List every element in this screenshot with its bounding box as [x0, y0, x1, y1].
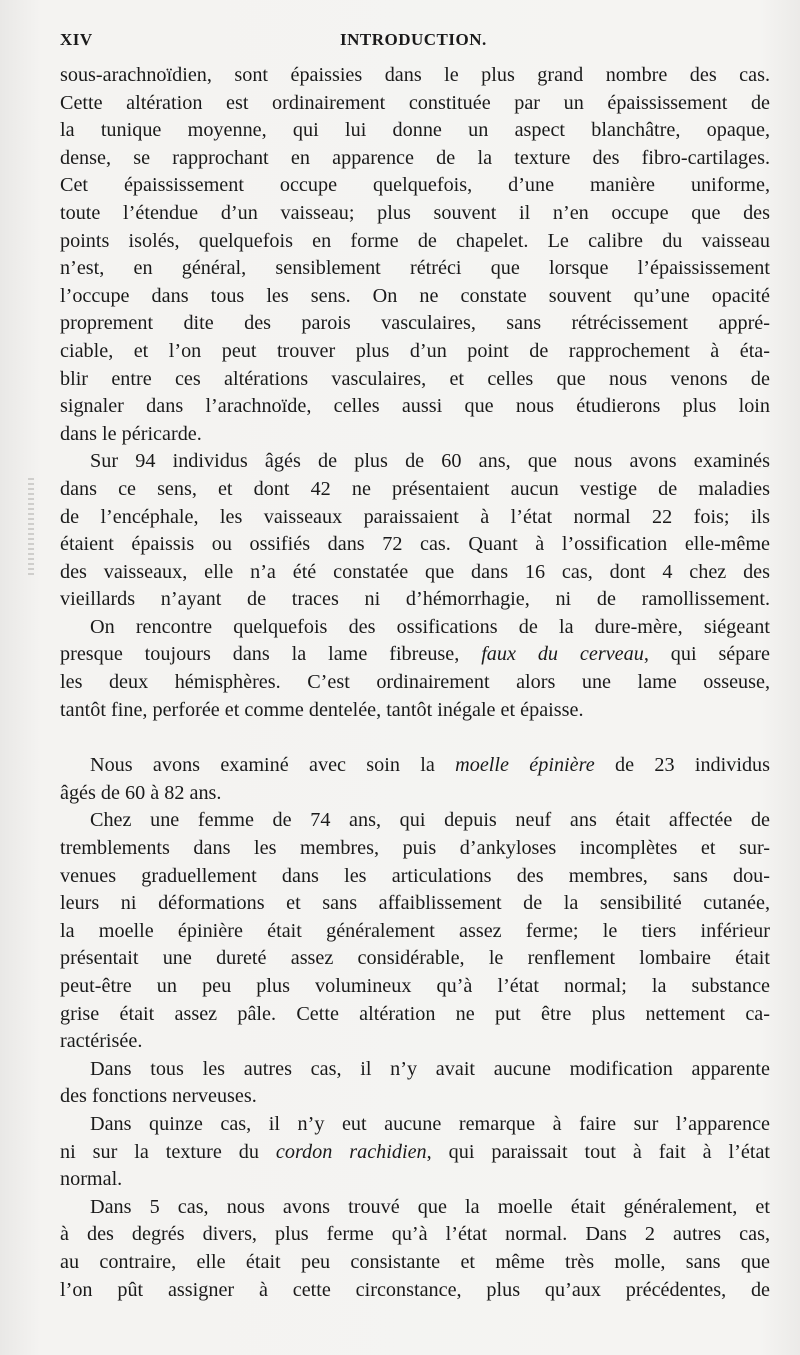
italic-phrase: moelle épinière	[455, 754, 595, 777]
text-line-with-italic: ni sur la texture du cordon rachidien, qui paraissait tout à fait à l’état	[60, 1140, 771, 1163]
italic-phrase: faux du cerveau	[481, 643, 644, 666]
paragraph	[60, 614, 770, 724]
paragraph	[60, 448, 770, 614]
margin-stain	[28, 478, 34, 578]
text-line: normal.	[60, 1168, 123, 1191]
text-line-with-italic: Nous avons examiné avec soin la moelle épinière de 23 individus	[90, 754, 770, 777]
paragraph	[60, 1056, 770, 1111]
text-line: tremblements dans les membres, puis d’ankyloses incomplètes et sur-	[60, 837, 770, 860]
text-line: Cette altération est ordinairement constituée par un épaississement de	[60, 91, 770, 114]
text-line: tantôt fine, perforée et comme dentelée, tantôt inégale et épaisse.	[60, 698, 584, 721]
text-line: Dans quinze cas, il n’y eut aucune remarque à faire sur l’apparence	[90, 1112, 770, 1135]
text-line: vieillards n’ayant de traces ni d’hémorrhagie, ni de ramollissement.	[60, 588, 770, 611]
text-line: Dans 5 cas, nous avons trouvé que la moelle était généralement, et	[90, 1195, 770, 1218]
text-line: ractérisée.	[60, 1030, 143, 1053]
text-line: ciable, et l’on peut trouver plus d’un point de rapprochement à éta-	[60, 339, 770, 362]
text-line: au contraire, elle était peu consistante et même très molle, sans que	[60, 1250, 770, 1273]
text-line: à des degrés divers, plus ferme qu’à l’état normal. Dans 2 autres cas,	[60, 1223, 770, 1246]
text-line: signaler dans l’arachnoïde, celles aussi que nous étudierons plus loin	[60, 395, 770, 418]
text-line: peut-être un peu plus volumineux qu’à l’état normal; la substance	[60, 975, 770, 997]
text-line: toute l’étendue d’un vaisseau; plus souvent il n’en occupe que des	[60, 201, 770, 224]
text-line: n’est, en général, sensiblement rétréci que lorsque l’épaississement	[60, 257, 770, 280]
text-line: Dans tous les autres cas, il n’y avait aucune modification apparente	[90, 1057, 770, 1080]
text-line: âgés de 60 à 82 ans.	[60, 781, 222, 804]
text-line: la tunique moyenne, qui lui donne un aspect blanchâtre, opaque,	[60, 119, 770, 142]
text-line: les deux hémisphères. C’est ordinairement alors une lame osseuse,	[60, 671, 770, 694]
text-line: On rencontre quelquefois des ossifications de la dure-mère, siégeant	[90, 615, 770, 638]
section-gap	[60, 724, 770, 752]
text-line: l’occupe dans tous les sens. On ne constate souvent qu’une opacité	[60, 284, 770, 307]
text-line: des fonctions nerveuses.	[60, 1085, 257, 1108]
text-line: dans ce sens, et dont 42 ne présentaient aucun vestige de maladies	[60, 477, 770, 500]
paragraph	[60, 1111, 770, 1194]
text-line: sous-arachnoïdien, sont épaissies dans le plus grand nombre des cas.	[60, 64, 770, 86]
text-line: de l’encéphale, les vaisseaux paraissaient à l’état normal 22 fois; ils	[60, 505, 770, 528]
text-line: Sur 94 individus âgés de plus de 60 ans, que nous avons examinés	[90, 450, 770, 473]
text-line: proprement dite des parois vasculaires, sans rétrécissement appré-	[60, 312, 770, 335]
text-line: dans le péricarde.	[60, 422, 202, 445]
italic-phrase: cordon rachidien	[275, 1140, 427, 1163]
text-line: des vaisseaux, elle n’a été constatée que dans 16 cas, dont 4 chez des	[60, 560, 770, 583]
text-line: étaient épaissis ou ossifiés dans 72 cas. Quant à l’ossification elle-même	[60, 533, 770, 556]
paragraph	[60, 752, 770, 807]
text-line: Chez une femme de 74 ans, qui depuis neuf ans était affectée de	[90, 809, 770, 832]
text-line: l’on pût assigner à cette circonstance, plus qu’aux précédentes, de	[60, 1278, 770, 1301]
page-number: XIV	[60, 30, 93, 49]
body-text	[60, 62, 770, 1304]
text-line: leurs ni déformations et sans affaiblissement de la sensibilité cutanée,	[60, 892, 770, 915]
running-title: INTRODUCTION.	[340, 30, 487, 49]
text-line: dense, se rapprochant en apparence de la texture des fibro-cartilages.	[60, 146, 770, 169]
text-line: venues graduellement dans les articulations des membres, sans dou-	[60, 864, 770, 887]
paragraph	[60, 62, 770, 448]
text-line: blir entre ces altérations vasculaires, et celles que nous venons de	[60, 367, 770, 390]
text-line: points isolés, quelquefois en forme de chapelet. Le calibre du vaisseau	[60, 229, 770, 252]
text-line: présentait une dureté assez considérable, le renflement lombaire était	[60, 947, 770, 970]
text-line: grise était assez pâle. Cette altération ne put être plus nettement ca-	[60, 1002, 770, 1025]
text-line: la moelle épinière était généralement assez ferme; le tiers inférieur	[60, 919, 770, 942]
text-line-with-italic: presque toujours dans la lame fibreuse, faux du cerveau, qui sépare	[60, 643, 770, 666]
text-line: Cet épaississement occupe quelquefois, d’une manière uniforme,	[60, 174, 770, 197]
paragraph	[60, 807, 770, 1055]
running-head	[60, 30, 770, 58]
paragraph	[60, 1194, 770, 1304]
